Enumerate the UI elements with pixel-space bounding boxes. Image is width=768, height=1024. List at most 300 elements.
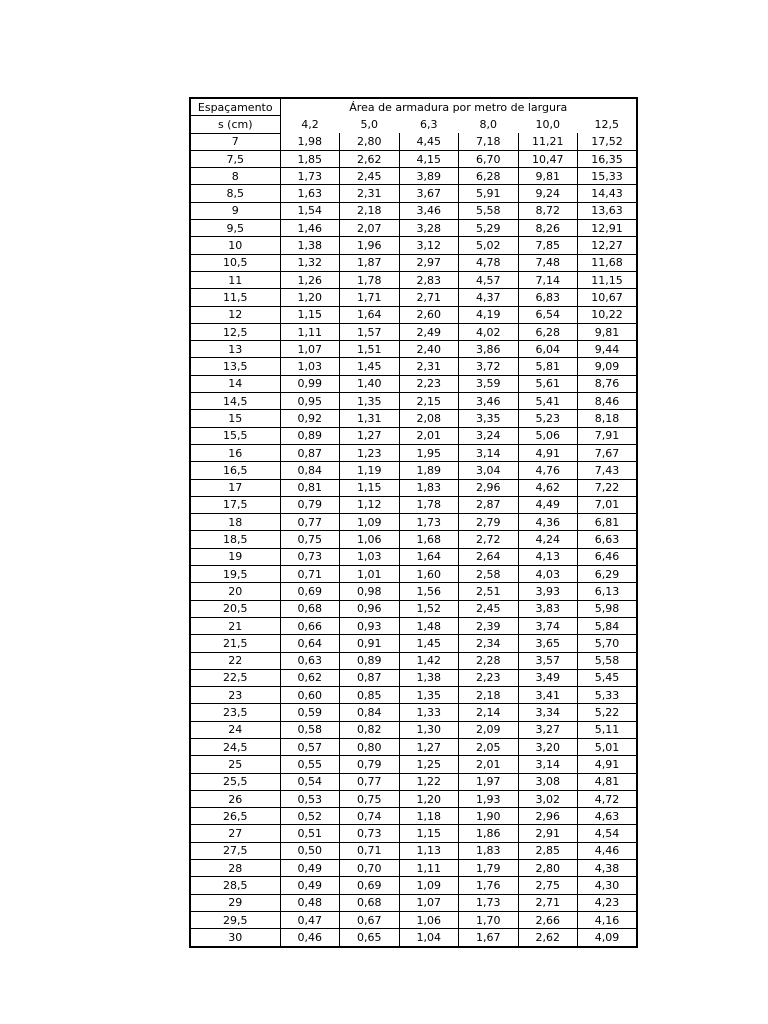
area-cell: 1,78	[340, 271, 400, 288]
area-cell: 0,71	[280, 566, 340, 583]
area-cell: 4,78	[459, 254, 519, 271]
area-cell: 10,67	[578, 289, 638, 306]
table-row	[190, 254, 637, 271]
area-cell: 1,42	[399, 652, 459, 669]
area-cell: 1,93	[459, 790, 519, 807]
area-cell: 2,75	[518, 877, 578, 894]
area-cell: 3,28	[399, 220, 459, 237]
area-cell: 4,57	[459, 271, 519, 288]
table-row	[190, 393, 637, 410]
diameter-header: 12,5	[578, 116, 638, 133]
area-cell: 5,61	[518, 375, 578, 392]
area-cell: 7,43	[578, 462, 638, 479]
area-cell: 4,38	[578, 860, 638, 877]
area-cell: 1,63	[280, 185, 340, 202]
area-cell: 1,83	[399, 479, 459, 496]
area-cell: 9,44	[578, 341, 638, 358]
diameter-header: 4,2	[280, 116, 340, 133]
table-row	[190, 479, 637, 496]
area-cell: 6,63	[578, 531, 638, 548]
table-row	[190, 202, 637, 219]
spacing-cell: 28,5	[190, 877, 280, 894]
area-cell: 2,97	[399, 254, 459, 271]
table-row	[190, 168, 637, 185]
area-cell: 0,77	[280, 514, 340, 531]
area-cell: 0,66	[280, 617, 340, 634]
area-cell: 1,31	[340, 410, 400, 427]
area-cell: 0,48	[280, 894, 340, 911]
area-cell: 1,15	[399, 825, 459, 842]
area-cell: 4,72	[578, 790, 638, 807]
area-cell: 4,03	[518, 566, 578, 583]
table-row	[190, 894, 637, 911]
area-cell: 4,09	[578, 929, 638, 947]
table-row	[190, 462, 637, 479]
area-cell: 1,57	[340, 323, 400, 340]
area-cell: 1,89	[399, 462, 459, 479]
spacing-cell: 19	[190, 548, 280, 565]
area-cell: 3,83	[518, 600, 578, 617]
area-cell: 2,79	[459, 514, 519, 531]
area-cell: 2,08	[399, 410, 459, 427]
area-cell: 0,73	[280, 548, 340, 565]
table-row	[190, 808, 637, 825]
area-cell: 0,79	[280, 496, 340, 513]
area-cell: 4,16	[578, 911, 638, 928]
area-cell: 8,18	[578, 410, 638, 427]
area-cell: 2,45	[340, 168, 400, 185]
spacing-cell: 13,5	[190, 358, 280, 375]
spacing-cell: 16	[190, 444, 280, 461]
area-cell: 4,24	[518, 531, 578, 548]
area-cell: 2,91	[518, 825, 578, 842]
area-cell: 2,05	[459, 738, 519, 755]
area-cell: 3,74	[518, 617, 578, 634]
diameter-header: 10,0	[535, 117, 560, 131]
area-cell: 7,91	[578, 427, 638, 444]
area-cell: 1,04	[399, 929, 459, 947]
area-cell: 9,24	[518, 185, 578, 202]
area-cell: 1,73	[399, 514, 459, 531]
table-row	[190, 756, 637, 773]
area-cell: 3,02	[518, 790, 578, 807]
area-cell: 0,54	[280, 773, 340, 790]
area-cell: 0,65	[340, 929, 400, 947]
area-cell: 5,02	[459, 237, 519, 254]
area-cell: 1,32	[280, 254, 340, 271]
area-cell: 1,38	[280, 237, 340, 254]
spacing-cell: 11	[190, 271, 280, 288]
area-cell: 11,15	[578, 271, 638, 288]
spacing-cell: 29	[190, 894, 280, 911]
table-row	[190, 669, 637, 686]
area-cell: 2,18	[340, 202, 400, 219]
area-cell: 5,33	[578, 687, 638, 704]
table-row	[190, 773, 637, 790]
area-cell: 2,80	[518, 860, 578, 877]
area-cell: 0,80	[340, 738, 400, 755]
area-cell: 1,12	[340, 496, 400, 513]
area-cell: 1,48	[399, 617, 459, 634]
table-row	[190, 341, 637, 358]
area-cell: 0,50	[280, 842, 340, 859]
area-cell: 1,64	[340, 306, 400, 323]
area-cell: 11,21	[518, 133, 578, 150]
table-row	[190, 548, 637, 565]
area-cell: 3,93	[518, 583, 578, 600]
area-cell: 1,56	[399, 583, 459, 600]
spacing-cell: 15,5	[190, 427, 280, 444]
area-cell: 1,68	[399, 531, 459, 548]
spacing-cell: 10	[190, 237, 280, 254]
spacing-cell: 8,5	[190, 185, 280, 202]
area-cell: 1,45	[399, 635, 459, 652]
spacing-cell: 18,5	[190, 531, 280, 548]
area-cell: 5,70	[578, 635, 638, 652]
area-cell: 0,68	[340, 894, 400, 911]
area-cell: 2,34	[459, 635, 519, 652]
area-cell: 1,86	[459, 825, 519, 842]
area-cell: 2,83	[399, 271, 459, 288]
area-cell: 0,60	[280, 687, 340, 704]
area-cell: 2,45	[459, 600, 519, 617]
area-cell: 0,95	[280, 393, 340, 410]
area-cell: 2,60	[399, 306, 459, 323]
area-cell: 0,84	[280, 462, 340, 479]
area-cell: 3,46	[459, 393, 519, 410]
spacing-cell: 28	[190, 860, 280, 877]
area-cell: 1,35	[340, 393, 400, 410]
area-cell: 0,87	[340, 669, 400, 686]
table-row	[190, 617, 637, 634]
area-cell: 0,74	[340, 808, 400, 825]
area-cell: 1,07	[399, 894, 459, 911]
area-cell: 2,40	[399, 341, 459, 358]
area-cell: 7,22	[578, 479, 638, 496]
area-cell: 0,77	[340, 773, 400, 790]
table-row	[190, 877, 637, 894]
area-cell: 2,72	[459, 531, 519, 548]
area-cell: 1,51	[340, 341, 400, 358]
area-cell: 0,52	[280, 808, 340, 825]
spacing-cell: 23	[190, 687, 280, 704]
area-cell: 1,30	[399, 721, 459, 738]
table-row	[190, 358, 637, 375]
table-row	[190, 271, 637, 288]
area-cell: 2,96	[459, 479, 519, 496]
area-cell: 2,71	[399, 289, 459, 306]
spacing-cell: 7	[190, 133, 280, 150]
area-cell: 10,47	[518, 150, 578, 167]
area-cell: 0,47	[280, 911, 340, 928]
spacing-cell: 17,5	[190, 496, 280, 513]
spacing-cell: 15	[190, 410, 280, 427]
area-cell: 3,24	[459, 427, 519, 444]
reinforcement-area-table	[189, 97, 638, 948]
area-cell: 0,59	[280, 704, 340, 721]
area-cell: 5,01	[578, 738, 638, 755]
area-cell: 1,19	[340, 462, 400, 479]
area-cell: 9,81	[518, 168, 578, 185]
area-cell: 4,62	[518, 479, 578, 496]
spacing-cell: 18	[190, 514, 280, 531]
area-cell: 4,91	[578, 756, 638, 773]
table-row	[190, 721, 637, 738]
spacing-cell: 14	[190, 375, 280, 392]
spacing-cell: 24	[190, 721, 280, 738]
area-cell: 3,41	[518, 687, 578, 704]
spacing-unit-label: s (cm)	[190, 116, 280, 133]
spacing-header-label: Espaçamento	[190, 98, 280, 116]
area-cell: 0,91	[340, 635, 400, 652]
area-cell: 2,07	[340, 220, 400, 237]
area-cell: 0,96	[340, 600, 400, 617]
table-row	[190, 220, 637, 237]
area-cell: 15,33	[578, 168, 638, 185]
table-row	[190, 842, 637, 859]
area-cell: 1,09	[399, 877, 459, 894]
diameter-header: 5,0	[360, 117, 378, 131]
area-cell: 16,35	[578, 150, 638, 167]
area-cell: 5,45	[578, 669, 638, 686]
area-cell: 0,81	[280, 479, 340, 496]
spacing-cell: 8	[190, 168, 280, 185]
area-cell: 1,11	[280, 323, 340, 340]
spacing-cell: 10,5	[190, 254, 280, 271]
area-cell: 5,58	[459, 202, 519, 219]
table-row	[190, 410, 637, 427]
area-cell: 0,57	[280, 738, 340, 755]
area-header-title: Área de armadura por metro de largura	[280, 98, 637, 116]
area-cell: 6,46	[578, 548, 638, 565]
area-cell: 3,20	[518, 738, 578, 755]
area-cell: 2,09	[459, 721, 519, 738]
area-cell: 9,09	[578, 358, 638, 375]
area-cell: 0,55	[280, 756, 340, 773]
area-cell: 0,70	[340, 860, 400, 877]
area-cell: 4,49	[518, 496, 578, 513]
area-cell: 1,70	[459, 911, 519, 928]
spacing-cell: 25,5	[190, 773, 280, 790]
area-cell: 5,81	[518, 358, 578, 375]
area-cell: 4,63	[578, 808, 638, 825]
area-cell: 4,46	[578, 842, 638, 859]
table-row	[190, 514, 637, 531]
area-cell: 2,18	[459, 687, 519, 704]
area-cell: 1,06	[399, 911, 459, 928]
area-cell: 14,43	[578, 185, 638, 202]
table-row	[190, 185, 637, 202]
area-cell: 1,85	[280, 150, 340, 167]
area-cell: 0,58	[280, 721, 340, 738]
area-cell: 4,19	[459, 306, 519, 323]
area-cell: 8,72	[518, 202, 578, 219]
table-row	[190, 289, 637, 306]
area-cell: 7,01	[578, 496, 638, 513]
area-cell: 1,06	[340, 531, 400, 548]
area-cell: 1,97	[459, 773, 519, 790]
area-cell: 1,71	[340, 289, 400, 306]
table-row	[190, 323, 637, 340]
spacing-cell: 9,5	[190, 220, 280, 237]
spacing-cell: 17	[190, 479, 280, 496]
table-row	[190, 600, 637, 617]
area-cell: 6,70	[459, 150, 519, 167]
area-cell: 1,79	[459, 860, 519, 877]
spacing-cell: 27	[190, 825, 280, 842]
area-cell: 4,15	[399, 150, 459, 167]
area-cell: 5,06	[518, 427, 578, 444]
spacing-cell: 16,5	[190, 462, 280, 479]
area-cell: 6,04	[518, 341, 578, 358]
area-cell: 2,31	[399, 358, 459, 375]
area-cell: 1,13	[399, 842, 459, 859]
area-cell: 0,63	[280, 652, 340, 669]
area-cell: 2,23	[399, 375, 459, 392]
area-cell: 1,52	[399, 600, 459, 617]
area-cell: 4,91	[518, 444, 578, 461]
area-cell: 1,60	[399, 566, 459, 583]
table-row	[190, 566, 637, 583]
area-cell: 6,83	[518, 289, 578, 306]
table-row	[190, 687, 637, 704]
area-cell: 4,30	[578, 877, 638, 894]
area-cell: 7,18	[459, 133, 519, 150]
area-cell: 4,23	[578, 894, 638, 911]
table-body	[190, 133, 637, 946]
area-cell: 3,34	[518, 704, 578, 721]
area-cell: 2,01	[459, 756, 519, 773]
area-cell: 4,76	[518, 462, 578, 479]
area-cell: 4,02	[459, 323, 519, 340]
area-cell: 0,53	[280, 790, 340, 807]
area-cell: 4,36	[518, 514, 578, 531]
area-cell: 0,67	[340, 911, 400, 928]
area-cell: 1,11	[399, 860, 459, 877]
reinforcement-area-table-sheet	[189, 97, 638, 948]
area-cell: 8,26	[518, 220, 578, 237]
area-cell: 1,46	[280, 220, 340, 237]
area-cell: 0,79	[340, 756, 400, 773]
spacing-cell: 25	[190, 756, 280, 773]
area-cell: 3,12	[399, 237, 459, 254]
area-cell: 3,14	[518, 756, 578, 773]
area-cell: 8,46	[578, 393, 638, 410]
area-cell: 1,15	[280, 306, 340, 323]
area-cell: 1,98	[280, 133, 340, 150]
area-cell: 0,73	[340, 825, 400, 842]
area-cell: 3,72	[459, 358, 519, 375]
area-cell: 6,29	[578, 566, 638, 583]
area-cell: 0,46	[280, 929, 340, 947]
area-cell: 0,98	[340, 583, 400, 600]
table-row	[190, 825, 637, 842]
area-cell: 0,84	[340, 704, 400, 721]
area-cell: 4,81	[578, 773, 638, 790]
area-cell: 3,14	[459, 444, 519, 461]
area-cell: 5,41	[518, 393, 578, 410]
area-cell: 0,49	[280, 877, 340, 894]
area-cell: 2,14	[459, 704, 519, 721]
area-cell: 5,84	[578, 617, 638, 634]
area-cell: 13,63	[578, 202, 638, 219]
table-row	[190, 306, 637, 323]
area-cell: 2,01	[399, 427, 459, 444]
area-cell: 5,29	[459, 220, 519, 237]
area-cell: 1,18	[399, 808, 459, 825]
table-row	[190, 133, 637, 150]
table-row	[190, 375, 637, 392]
table-row	[190, 738, 637, 755]
area-cell: 6,81	[578, 514, 638, 531]
area-cell: 1,09	[340, 514, 400, 531]
area-cell: 2,31	[340, 185, 400, 202]
table-row	[190, 635, 637, 652]
area-cell: 3,65	[518, 635, 578, 652]
table-row	[190, 237, 637, 254]
area-cell: 12,91	[578, 220, 638, 237]
area-cell: 1,20	[280, 289, 340, 306]
area-cell: 3,67	[399, 185, 459, 202]
area-cell: 3,49	[518, 669, 578, 686]
area-cell: 10,22	[578, 306, 638, 323]
area-cell: 3,89	[399, 168, 459, 185]
spacing-cell: 7,5	[190, 150, 280, 167]
table-row	[190, 583, 637, 600]
table-row	[190, 150, 637, 167]
area-cell: 3,57	[518, 652, 578, 669]
table-row	[190, 929, 637, 947]
spacing-cell: 30	[190, 929, 280, 947]
area-cell: 6,13	[578, 583, 638, 600]
area-cell: 1,67	[459, 929, 519, 947]
spacing-cell: 9	[190, 202, 280, 219]
area-cell: 4,37	[459, 289, 519, 306]
area-cell: 7,67	[578, 444, 638, 461]
area-cell: 1,26	[280, 271, 340, 288]
area-cell: 1,40	[340, 375, 400, 392]
spacing-cell: 26	[190, 790, 280, 807]
area-cell: 1,33	[399, 704, 459, 721]
table-row	[190, 496, 637, 513]
area-cell: 4,45	[399, 133, 459, 150]
area-cell: 0,62	[280, 669, 340, 686]
spacing-cell: 11,5	[190, 289, 280, 306]
area-cell: 7,14	[518, 271, 578, 288]
area-cell: 0,89	[280, 427, 340, 444]
area-cell: 2,15	[399, 393, 459, 410]
area-cell: 2,62	[518, 929, 578, 947]
table-row	[190, 531, 637, 548]
diameter-header: 8,0	[479, 117, 497, 131]
spacing-cell: 14,5	[190, 393, 280, 410]
area-cell: 0,93	[340, 617, 400, 634]
table-row	[190, 427, 637, 444]
spacing-cell: 22	[190, 652, 280, 669]
area-cell: 1,90	[459, 808, 519, 825]
area-cell: 8,76	[578, 375, 638, 392]
spacing-cell: 21	[190, 617, 280, 634]
area-cell: 5,22	[578, 704, 638, 721]
area-cell: 2,49	[399, 323, 459, 340]
area-cell: 0,87	[280, 444, 340, 461]
area-cell: 0,89	[340, 652, 400, 669]
area-cell: 1,35	[399, 687, 459, 704]
area-cell: 11,68	[578, 254, 638, 271]
area-cell: 1,27	[340, 427, 400, 444]
area-cell: 1,73	[280, 168, 340, 185]
area-cell: 3,35	[459, 410, 519, 427]
